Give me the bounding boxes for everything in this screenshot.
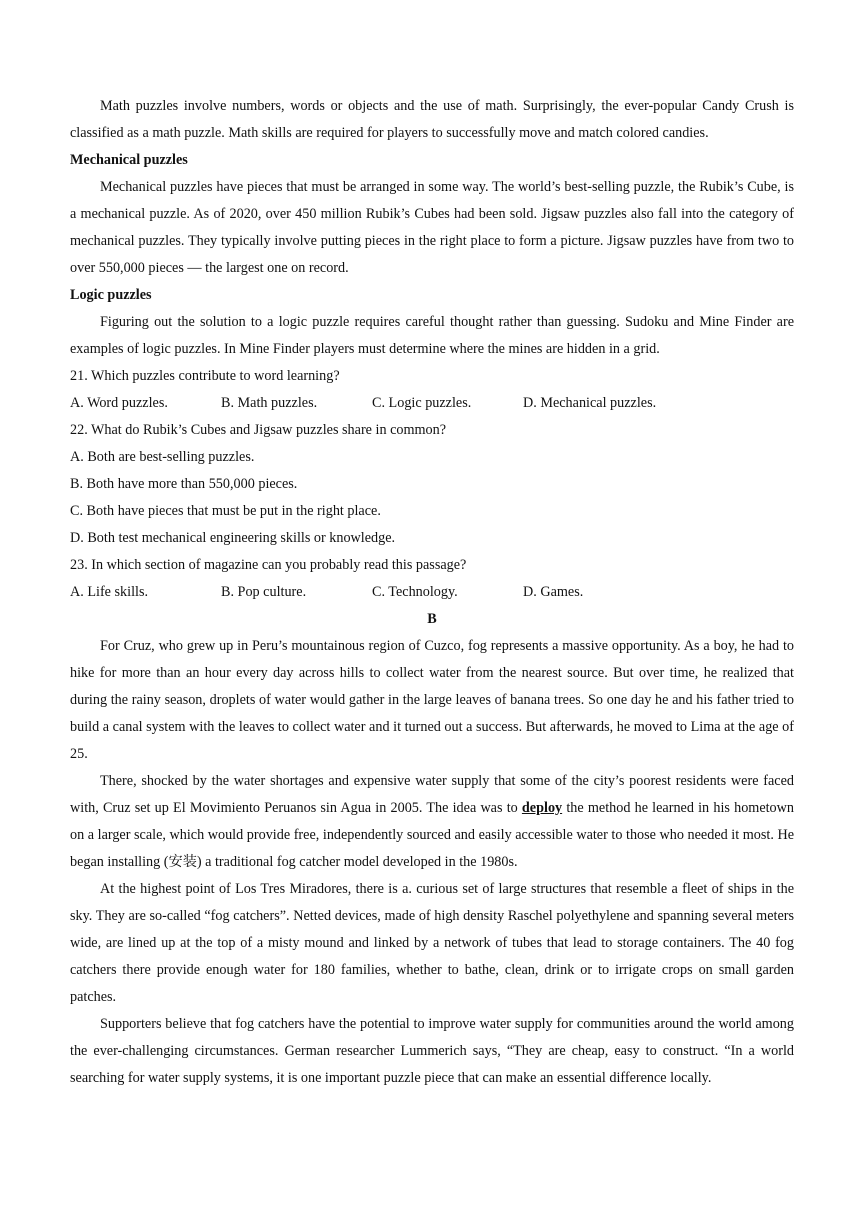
question-23-option-a: A. Life skills. bbox=[70, 584, 149, 600]
question-23-option-d: D. Games. bbox=[523, 584, 584, 600]
passage-b-paragraph-2-end: the method he learned in his hometown on a larger scale, which would provide free, independently sourced and easily accessible water to those who needed it most. He began installing (安装) a traditional fog catcher model developed in the 1980s. bbox=[70, 800, 794, 870]
mechanical-puzzles-paragraph: Mechanical puzzles have pieces that must be arranged in some way. The world’s best-selling puzzle, the Rubik’s Cube, is a mechanical puzzle. As of 2020, over 450 million Rubik’s Cubes had been sold. Jigsaw puzzles also fall into the category of mechanical puzzles. They typically involve putting pieces in the right place to form a picture. Jigsaw puzzles have from two to over 550,000 pieces — the largest one on record. bbox=[70, 179, 794, 276]
question-22-option-b: B. Both have more than 550,000 pieces. bbox=[70, 476, 298, 492]
math-puzzles-paragraph: Math puzzles involve numbers, words or objects and the use of math. Surprisingly, the ever-popular Candy Crush is classified as a math puzzle. Math skills are required for players to successfully move and match colored candies. bbox=[70, 98, 794, 141]
question-21-stem: 21. Which puzzles contribute to word learning? bbox=[70, 368, 340, 384]
mechanical-puzzles-heading: Mechanical puzzles bbox=[70, 152, 188, 168]
question-22-option-d: D. Both test mechanical engineering skills or knowledge. bbox=[70, 530, 396, 546]
passage-b-paragraph-4: Supporters believe that fog catchers have the potential to improve water supply for communities around the world among the ever-challenging circumstances. German researcher Lummerich says, “They are cheap, easy to construct. “In a world searching for water supply systems, it is one important puzzle piece that can make an essential difference locally. bbox=[70, 1016, 794, 1086]
question-22-option-c: C. Both have pieces that must be put in the right place. bbox=[70, 503, 381, 519]
question-23-option-c: C. Technology. bbox=[372, 584, 458, 600]
question-21-option-c: C. Logic puzzles. bbox=[372, 395, 472, 411]
question-21-option-b: B. Math puzzles. bbox=[221, 395, 318, 411]
question-22-stem: 22. What do Rubik’s Cubes and Jigsaw puzzles share in common? bbox=[70, 422, 447, 438]
question-21-option-a: A. Word puzzles. bbox=[70, 395, 168, 411]
logic-puzzles-heading: Logic puzzles bbox=[70, 287, 152, 303]
question-21-option-d: D. Mechanical puzzles. bbox=[523, 395, 657, 411]
underlined-keyword: deploy bbox=[521, 800, 563, 816]
question-23-options bbox=[70, 579, 794, 606]
question-21-options bbox=[70, 390, 794, 417]
passage-b-paragraph-2-start: There, shocked by the water shortages and expensive water supply that some of the city’s poorest residents were faced with, Cruz set up El Movimiento Peruanos sin Agua in 2005. The idea was to bbox=[70, 773, 794, 816]
question-22-option-a: A. Both are best-selling puzzles. bbox=[70, 449, 255, 465]
question-23-option-b: B. Pop culture. bbox=[221, 584, 307, 600]
passage-b-paragraph-1: For Cruz, who grew up in Peru’s mountainous region of Cuzco, fog represents a massive opportunity. As a boy, he had to hike for more than an hour every day across hills to collect water from the nearest source. But over time, he realized that during the rainy season, droplets of water would gather in the large leaves of banana trees. So one day he and his father tried to build a canal system with the leaves to collect water and it turned out a success. But afterwards, he moved to Lima at the age of 25. bbox=[70, 638, 794, 762]
passage-b-paragraph-3: At the highest point of Los Tres Miradores, there is a. curious set of large structures that resemble a fleet of ships in the sky. They are so-called “fog catchers”. Netted devices, made of high density Raschel polyethylene and spanning several meters wide, are lined up at the top of a misty mound and linked by a network of tubes that lead to storage containers. The 40 fog catchers there provide enough water for 180 families, whether to bathe, clean, drink or to irrigate crops on small garden patches. bbox=[70, 881, 794, 1005]
passage-b-label: B bbox=[427, 611, 437, 627]
logic-puzzles-paragraph: Figuring out the solution to a logic puzzle requires careful thought rather than guessing. Sudoku and Mine Finder are examples of logic puzzles. In Mine Finder players must determine where the mines are hidden in a grid. bbox=[70, 314, 794, 357]
document-page bbox=[70, 93, 794, 1092]
question-23-stem: 23. In which section of magazine can you probably read this passage? bbox=[70, 557, 467, 573]
passage-b-paragraph-2 bbox=[70, 768, 794, 876]
